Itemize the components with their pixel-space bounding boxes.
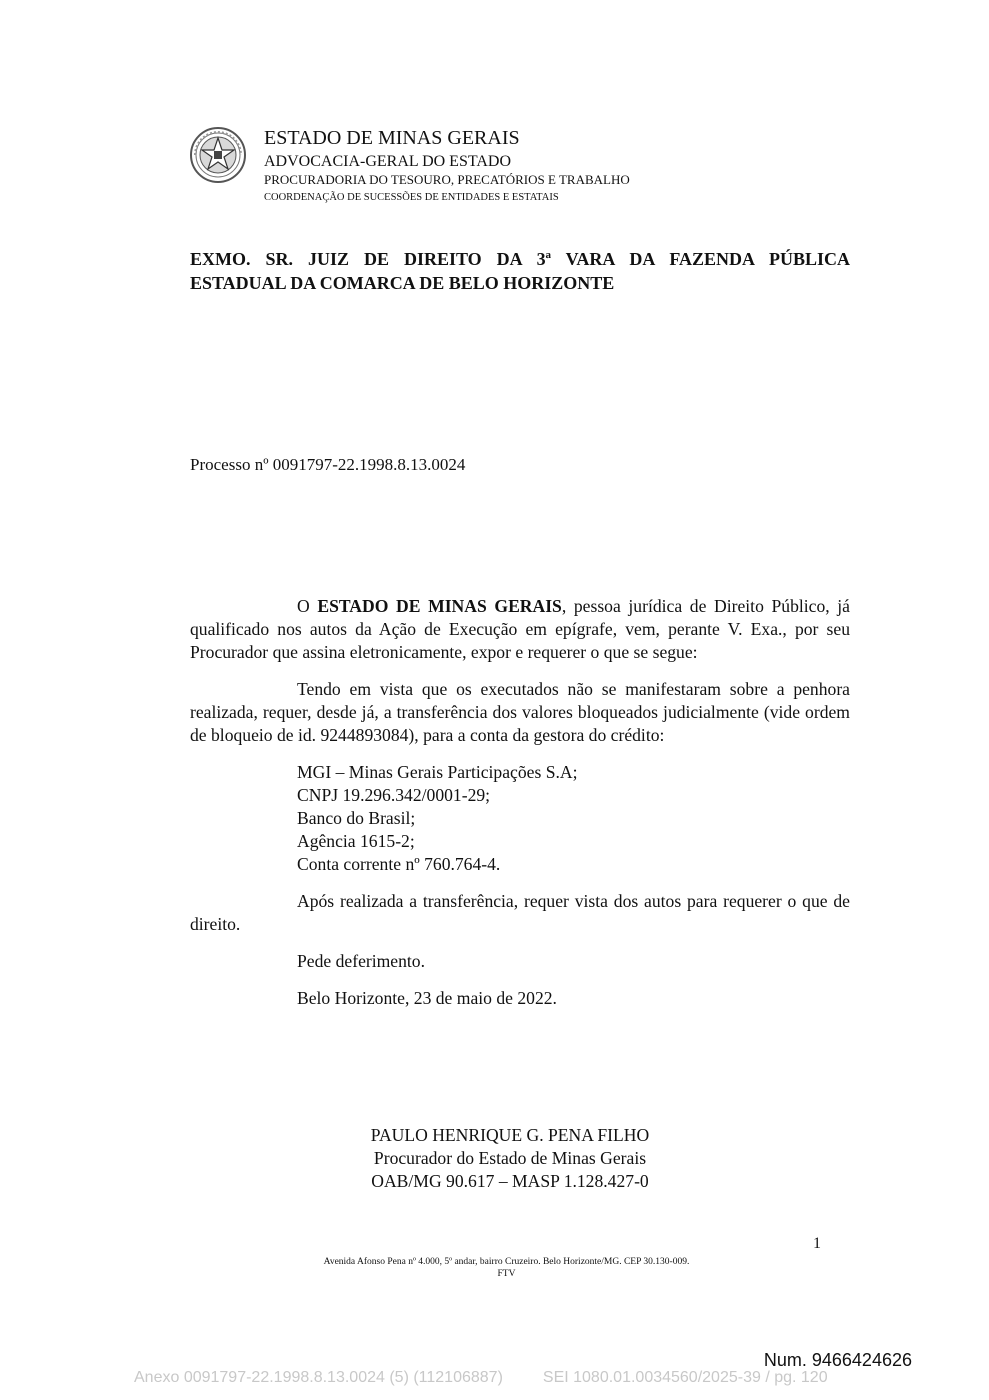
addressee-line-2: ESTADUAL DA COMARCA DE BELO HORIZONTE [190, 273, 615, 293]
paragraph-intro [190, 595, 850, 664]
bank-line: Conta corrente nº 760.764-4. [297, 854, 501, 874]
intro-rest: , pessoa jurídica de Direito Público, já qualificado nos autos da Ação de Execução em epígrafe, vem, perante V. Exa., por seu Procurador que assina eletronicamente, expor e requerer o que se segue: [190, 596, 850, 662]
paragraph-after-transfer: Após realizada a transferência, requer vista dos autos para requerer o que de direito. [190, 891, 850, 934]
document-number-stamp: Num. 9466424626 [763, 1350, 912, 1370]
footer-address: Avenida Afonso Pena nº 4.000, 5º andar, bairro Cruzeiro. Belo Horizonte/MG. CEP 30.130-009. [323, 1257, 690, 1267]
minas-gerais-seal-icon [189, 125, 247, 185]
footer [0, 1256, 989, 1280]
agency-name: ADVOCACIA-GERAL DO ESTADO [264, 153, 511, 170]
petition-body [190, 595, 850, 1024]
signature-block [330, 1124, 690, 1193]
paragraph-closing: Pede deferimento. [297, 951, 425, 971]
bank-line: CNPJ 19.296.342/0001-29; [297, 785, 491, 805]
bank-line: Agência 1615-2; [297, 831, 415, 851]
paragraph-date: Belo Horizonte, 23 de maio de 2022. [297, 988, 557, 1008]
bank-line: Banco do Brasil; [297, 808, 416, 828]
paragraph-request: Tendo em vista que os executados não se manifestaram sobre a penhora realizada, requer, desde já, a transferência dos valores bloqueados judicialmente (vide ordem de bloqueio de id. 9244893084), para a conta da gestora do crédito: [190, 679, 850, 745]
intro-prefix: O [297, 596, 318, 616]
intro-party: ESTADO DE MINAS GERAIS [317, 596, 562, 616]
signer-title: Procurador do Estado de Minas Gerais [373, 1148, 647, 1168]
page-number: 1 [813, 1235, 821, 1252]
addressee [190, 247, 850, 295]
organization-header [264, 127, 630, 204]
process-number: Processo nº 0091797-22.1998.8.13.0024 [190, 455, 466, 474]
state-name: ESTADO DE MINAS GERAIS [264, 127, 520, 149]
bank-details [190, 761, 850, 876]
signer-name: PAULO HENRIQUE G. PENA FILHO [370, 1125, 650, 1145]
coordination-name: COORDENAÇÃO DE SUCESSÕES DE ENTIDADES E ESTATAIS [264, 192, 559, 204]
department-name: PROCURADORIA DO TESOURO, PRECATÓRIOS E TRABALHO [264, 172, 630, 188]
footer-code: FTV [497, 1269, 516, 1279]
annex-stamp: Anexo 0091797-22.1998.8.13.0024 (5) (112106887) SEI 1080.01.0034560/2025-39 / pg. 120 [134, 1369, 828, 1386]
addressee-line-1: EXMO. SR. JUIZ DE DIREITO DA 3ª VARA DA FAZENDA PÚBLICA [190, 249, 850, 269]
bank-line: MGI – Minas Gerais Participações S.A; [297, 762, 578, 782]
signer-registration: OAB/MG 90.617 – MASP 1.128.427-0 [371, 1171, 649, 1191]
